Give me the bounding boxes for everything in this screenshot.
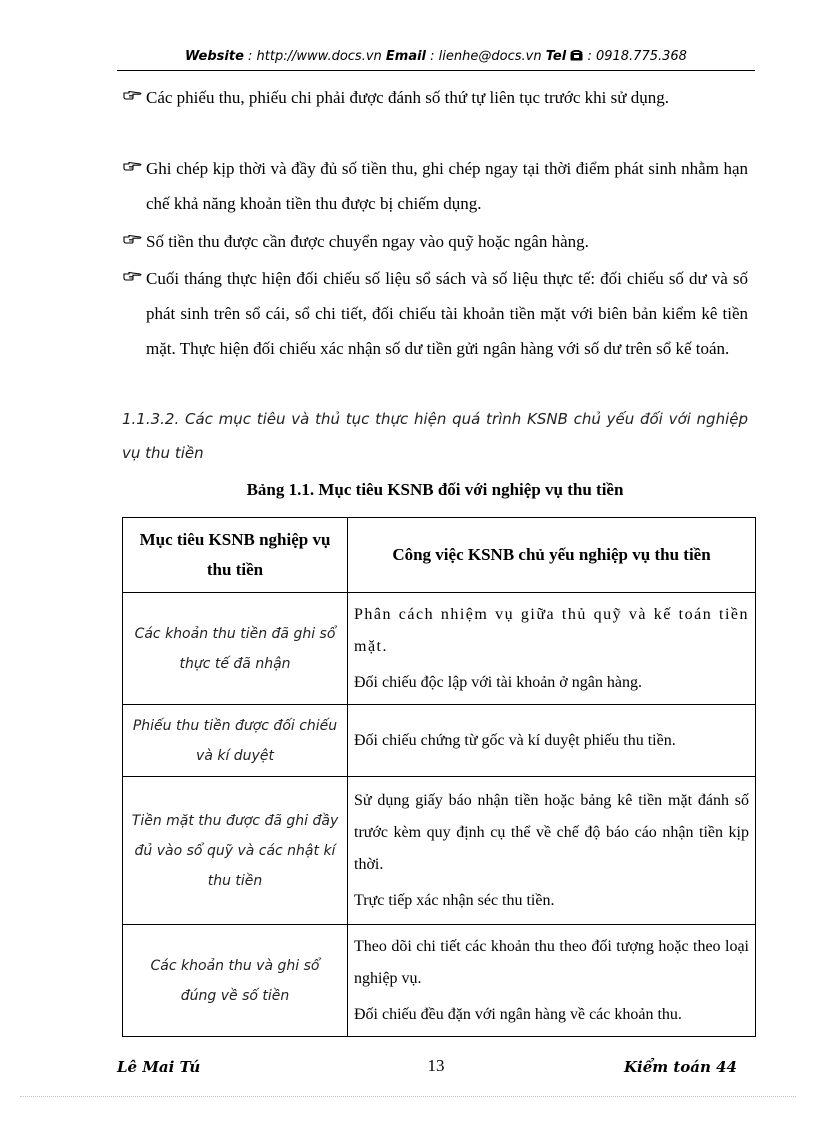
- pointing-hand-icon: [122, 151, 144, 186]
- table-caption: Bảng 1.1. Mục tiêu KSNB đối với nghiệp vụ thu tiền: [246, 480, 624, 499]
- header-tasks: Công việc KSNB chủ yếu nghiệp vụ thu tiền: [348, 518, 756, 593]
- tasks-cell: [348, 777, 756, 925]
- footer-author: Lê Mai Tú: [117, 1058, 201, 1076]
- header-objective: Mục tiêu KSNB nghiệp vụ thu tiền: [123, 518, 348, 593]
- bullet-item: [122, 224, 748, 259]
- page-bottom-divider: [20, 1096, 796, 1097]
- objective-cell: Phiếu thu tiền được đối chiếu và kí duyệt: [123, 705, 348, 777]
- tasks-cell: [348, 925, 756, 1037]
- tel-value: : 0918.775.368: [587, 49, 687, 64]
- table-row: [123, 777, 756, 925]
- phone-icon: [570, 49, 587, 64]
- task-text: Theo dõi chi tiết các khoản thu theo đối tượng hoặc theo loại nghiệp vụ.: [354, 937, 749, 987]
- tel-label: Tel: [545, 49, 567, 64]
- table-header-row: [123, 518, 756, 593]
- footer-class: Kiểm toán 44: [623, 1058, 737, 1076]
- website-label: Website: [185, 49, 244, 64]
- objective-cell: Các khoản thu và ghi sổ đúng về số tiền: [123, 925, 348, 1037]
- page-footer: [117, 1054, 755, 1084]
- ksnb-table: [122, 517, 756, 1037]
- bullet-text: Các phiếu thu, phiếu chi phải được đánh số thứ tự liên tục trước khi sử dụng.: [146, 88, 669, 107]
- website-value: : http://www.docs.vn: [243, 49, 386, 64]
- table-row: [123, 705, 756, 777]
- task-text: Đối chiếu độc lập với tài khoản ở ngân hàng.: [354, 673, 642, 691]
- email-label: Email: [385, 49, 427, 64]
- task-text: Trực tiếp xác nhận séc thu tiền.: [354, 891, 555, 909]
- bullet-item: [122, 151, 748, 221]
- section-heading: 1.1.3.2. Các mục tiêu và thủ tục thực hiện quá trình KSNB chủ yếu đối với nghiệp vụ thu tiền: [122, 410, 748, 462]
- bullet-item: [122, 261, 748, 366]
- task-text: Đối chiếu chứng từ gốc và kí duyệt phiếu thu tiền.: [354, 731, 676, 749]
- pointing-hand-icon: [122, 80, 144, 115]
- page-header: [117, 48, 755, 71]
- task-text: Sử dụng giấy báo nhận tiền hoặc bảng kê tiền mặt đánh số trước kèm quy định cụ thể về chế độ báo cáo nhận tiền kịp thời.: [354, 791, 749, 873]
- table-row: [123, 593, 756, 705]
- pointing-hand-icon: [122, 224, 144, 259]
- objective-cell: Tiền mặt thu được đã ghi đầy đủ vào sổ quỹ và các nhật kí thu tiền: [123, 777, 348, 925]
- bullet-item: [122, 80, 748, 115]
- tasks-cell: [348, 593, 756, 705]
- tasks-cell: [348, 705, 756, 777]
- pointing-hand-icon: [122, 261, 144, 296]
- bullet-text: Ghi chép kịp thời và đầy đủ số tiền thu, ghi chép ngay tại thời điểm phát sinh nhằm hạn chế khả năng khoản tiền thu được bị chiếm dụng.: [146, 159, 748, 213]
- task-text: Phân cách nhiệm vụ giữa thủ quỹ và kế toán tiền mặt.: [354, 605, 749, 655]
- table-row: [123, 925, 756, 1037]
- task-text: Đối chiếu đều đặn với ngân hàng về các khoản thu.: [354, 1005, 682, 1023]
- page-number: 13: [427, 1056, 445, 1075]
- objective-cell: Các khoản thu tiền đã ghi sổ thực tế đã nhận: [123, 593, 348, 705]
- bullet-text: Số tiền thu được cần được chuyển ngay vào quỹ hoặc ngân hàng.: [146, 232, 589, 251]
- email-value: : lienhe@docs.vn: [426, 49, 546, 64]
- bullet-text: Cuối tháng thực hiện đối chiếu số liệu sổ sách và số liệu thực tế: đối chiếu số dư và số phát sinh trên sổ cái, sổ chi tiết, đối chiếu tài khoản tiền mặt với biên bản kiểm kê tiền mặt. Thực hiện đối chiếu xác nhận số dư tiền gửi ngân hàng với số dư trên sổ kế toán.: [146, 269, 748, 358]
